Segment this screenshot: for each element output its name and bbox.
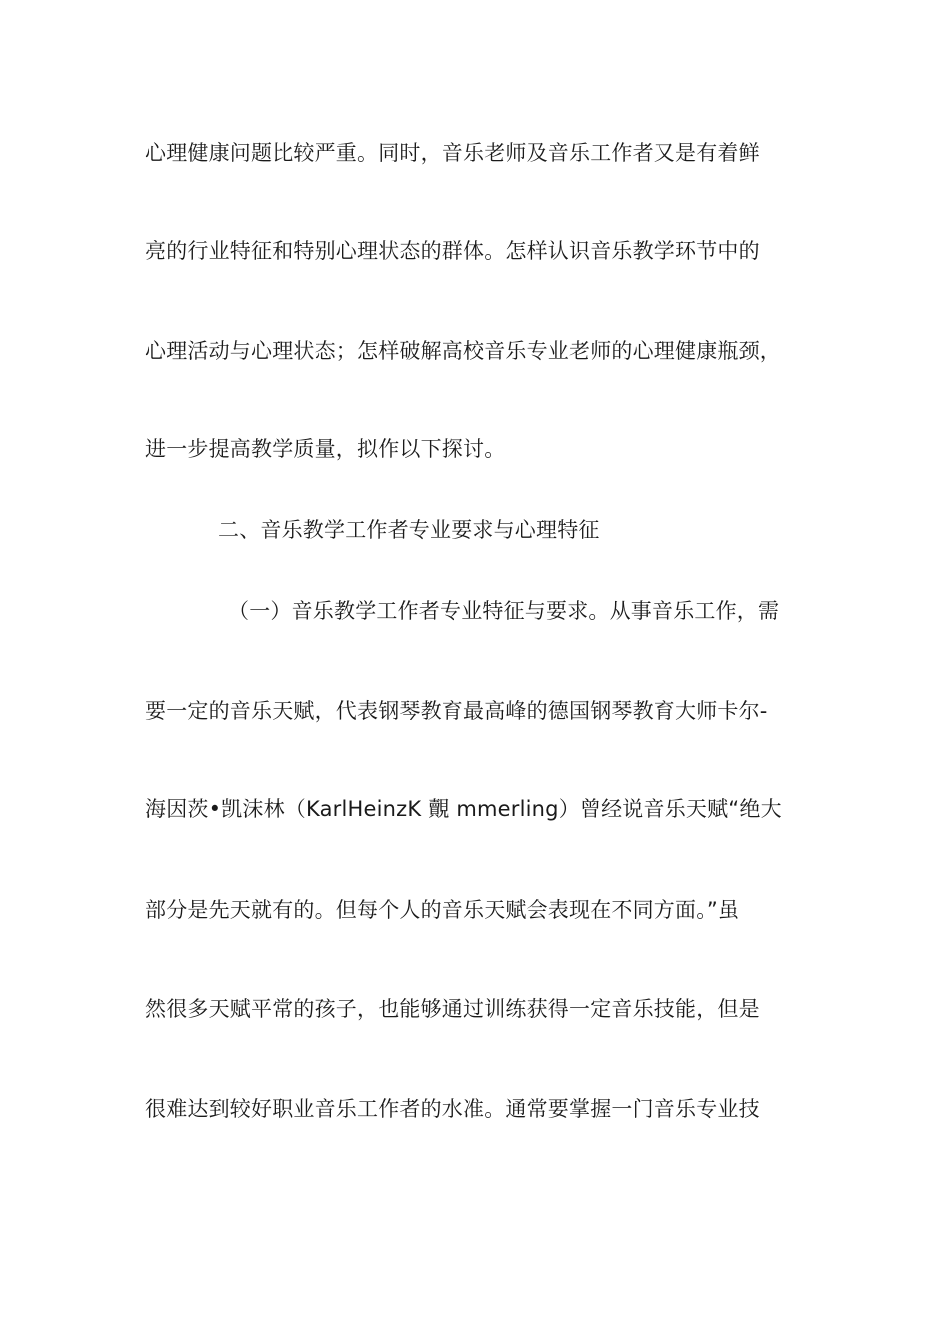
- paragraph-line: 然很多天赋平常的孩子，也能够通过训练获得一定音乐技能，但是: [145, 997, 760, 1021]
- paragraph-line: 部分是先天就有的。但每个人的音乐天赋会表现在不同方面。”虽: [145, 898, 740, 922]
- paragraph-line: 心理健康问题比较严重。同时，音乐老师及音乐工作者又是有着鲜: [145, 141, 760, 165]
- subsection-first-line: （一）音乐教学工作者专业特征与要求。从事音乐工作，需: [228, 599, 780, 623]
- paragraph-line: 要一定的音乐天赋，代表钢琴教育最高峰的德国钢琴教育大师卡尔-: [145, 699, 768, 723]
- section-heading: 二、音乐教学工作者专业要求与心理特征: [218, 518, 600, 542]
- paragraph-line: 心理活动与心理状态；怎样破解高校音乐专业老师的心理健康瓶颈，: [145, 339, 781, 363]
- paragraph-line: 海因茨•凯沫林（KarlHeinzK 覿 mmerling）曾经说音乐天赋“绝大: [145, 797, 782, 821]
- paragraph-line: 进一步提高教学质量，拟作以下探讨。: [145, 437, 506, 461]
- paragraph-line: 亮的行业特征和特别心理状态的群体。怎样认识音乐教学环节中的: [145, 239, 760, 263]
- paragraph-line: 很难达到较好职业音乐工作者的水准。通常要掌握一门音乐专业技: [145, 1097, 760, 1121]
